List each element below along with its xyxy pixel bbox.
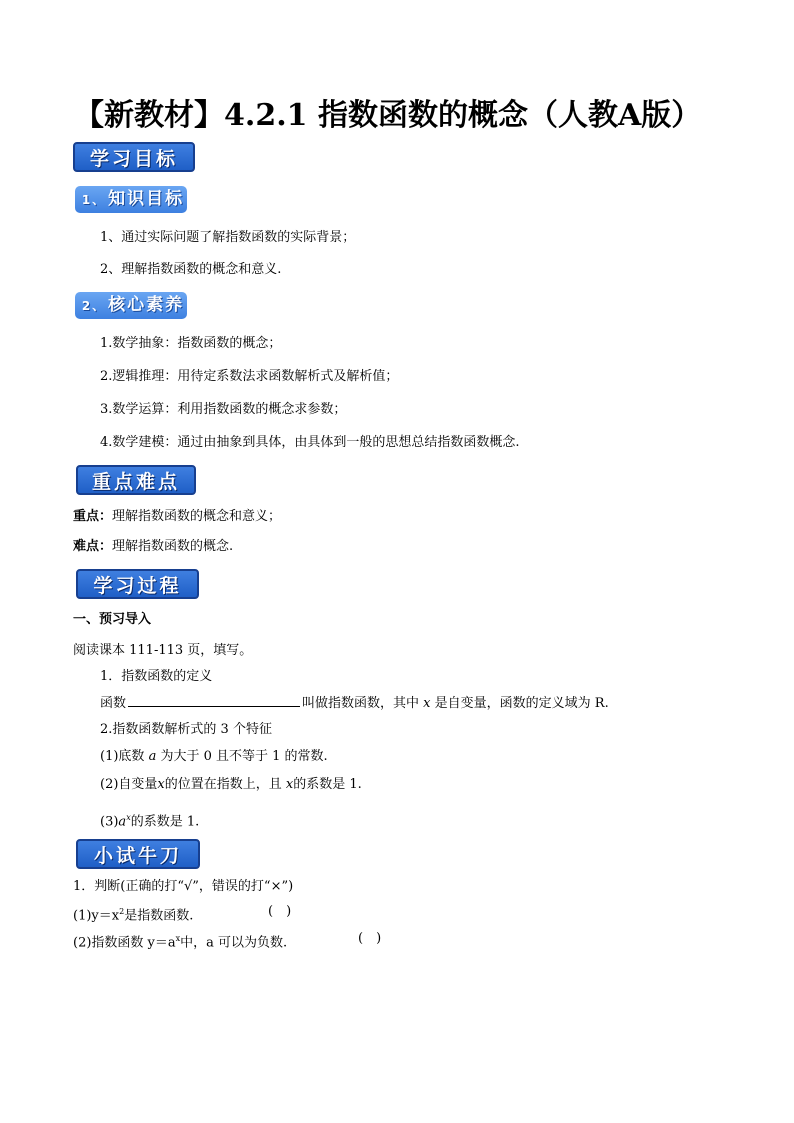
variable-a: a	[118, 814, 127, 830]
literacy-item: 3.数学运算：利用指数函数的概念求参数；	[100, 402, 347, 417]
exponent-x: x	[126, 813, 131, 822]
feature-text: (1)底数	[100, 749, 145, 764]
section-badge-quick-try: 小试牛刀	[76, 839, 200, 869]
exponent-2: 2	[119, 907, 125, 916]
key-text: 理解指数函数的概念和意义；	[112, 509, 282, 524]
difficulty-point	[73, 538, 233, 556]
quiz-item-1	[73, 903, 193, 925]
feature-text: 的系数是 1.	[130, 814, 200, 830]
subsection-badge-knowledge-goals	[75, 186, 187, 213]
section-badge-learning-process: 学习过程	[76, 569, 199, 599]
key-point	[73, 508, 281, 526]
literacy-item: 4.数学建模：通过由抽象到具体，由具体到一般的思想总结指数函数概念.	[100, 435, 520, 450]
answer-paren-2[interactable]: ( )	[358, 931, 382, 946]
definition-prefix: 函数	[100, 696, 127, 711]
feature-3	[100, 809, 199, 831]
subsection-label: 核心素养	[108, 295, 185, 315]
feature-text: 的系数是 1.	[293, 777, 362, 792]
definition-title: 1．指数函数的定义	[100, 669, 213, 684]
subsection-number: 1、	[81, 193, 107, 207]
exponent-x: x	[175, 934, 181, 943]
section-badge-key-points: 重点难点	[76, 465, 196, 495]
feature-1	[100, 748, 328, 766]
quiz-item-text: 中，a 可以为负数.	[180, 935, 288, 951]
knowledge-item: 1、通过实际问题了解指数函数的实际背景；	[100, 230, 356, 245]
variable-x: x	[423, 696, 431, 711]
subsection-badge-core-literacy	[75, 292, 187, 319]
quiz-item-text: (2)指数函数 y＝a	[73, 935, 176, 951]
section-badge-learning-goals: 学习目标	[73, 142, 195, 172]
definition-text-b: 是自变量，函数的定义域为 R.	[434, 696, 609, 711]
subsection-label: 知识目标	[108, 189, 185, 209]
knowledge-item: 2、理解指数函数的概念和意义.	[100, 262, 282, 277]
difficulty-label: 难点：	[73, 539, 113, 554]
feature-2	[100, 776, 362, 794]
fill-in-blank[interactable]	[128, 694, 300, 707]
feature-text: 的位置在指数上，且	[164, 777, 282, 792]
difficulty-text: 理解指数函数的概念.	[112, 539, 234, 554]
definition-text-a: 叫做指数函数，其中	[302, 696, 420, 711]
page-title: 【新教材】4.2.1 指数函数的概念（人教A版）	[74, 98, 702, 133]
feature-text: 为大于 0 且不等于 1 的常数.	[160, 749, 328, 764]
variable-x: x	[157, 777, 165, 792]
reading-instruction: 阅读课本 111-113 页，填写。	[73, 643, 253, 658]
feature-text: (2)自变量	[100, 777, 158, 792]
literacy-item: 1.数学抽象：指数函数的概念；	[100, 336, 282, 351]
variable-x: x	[285, 777, 294, 792]
process-heading: 一、预习导入	[73, 612, 152, 627]
key-label: 重点：	[73, 509, 113, 524]
variable-a: a	[148, 749, 157, 764]
quiz-item-text: 是指数函数.	[124, 908, 194, 924]
feature-text: (3)	[100, 814, 119, 830]
literacy-item: 2.逻辑推理：用待定系数法求函数解析式及解析值；	[100, 369, 399, 384]
quiz-question: 1．判断(正确的打“√”，错误的打“×”)	[73, 879, 294, 894]
subsection-number: 2、	[81, 299, 107, 313]
answer-paren-1[interactable]: ( )	[268, 904, 292, 919]
features-title: 2.指数函数解析式的 3 个特征	[100, 722, 272, 737]
quiz-item-text: (1)y＝x	[73, 908, 120, 924]
quiz-item-2	[73, 930, 287, 952]
definition-line	[100, 694, 609, 713]
